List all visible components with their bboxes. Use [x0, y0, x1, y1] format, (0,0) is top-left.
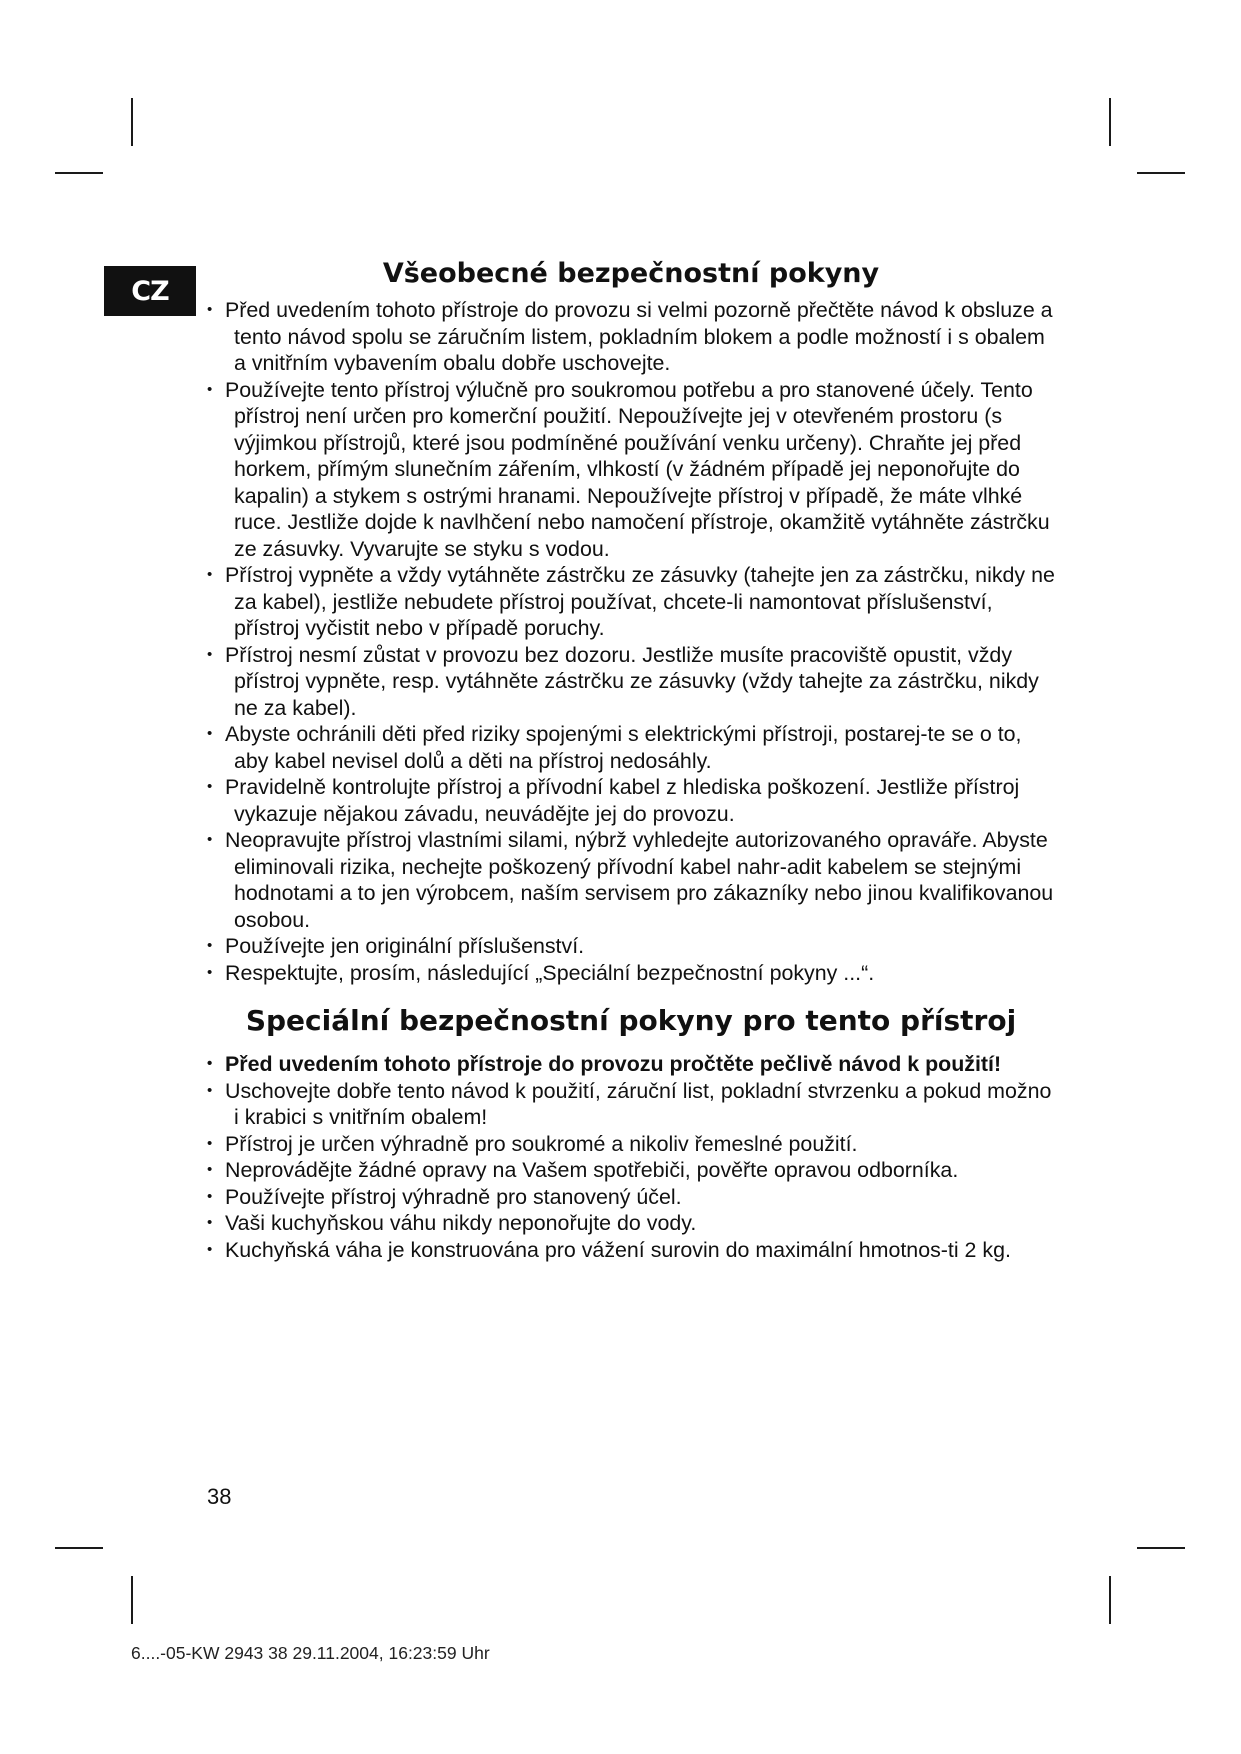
list-item: • Abyste ochránili děti před riziky spojenými s elektrickými přístroji, postarej-te se o to, aby kabel nevisel dolů a děti na přístroj nedosáhly. — [207, 721, 1055, 774]
crop-mark-bottom-right-vertical — [1109, 1576, 1111, 1624]
crop-mark-top-left-horizontal — [55, 172, 103, 174]
list-item: • Kuchyňská váha je konstruována pro vážení surovin do maximální hmotnos-ti 2 kg. — [207, 1237, 1055, 1264]
footer-print-info: 6....-05-KW 2943 38 29.11.2004, 16:23:59 Uhr — [131, 1643, 490, 1663]
list-item: • Používejte přístroj výhradně pro stanovený účel. — [207, 1184, 1055, 1211]
list-item: • Přístroj vypněte a vždy vytáhněte zástrčku ze zásuvky (tahejte jen za zástrčku, nikdy ne za kabel), jestliže nebudete přístroj používat, chcete-li namontovat příslušenství, přístroj vyčistit nebo v případě poruchy. — [207, 562, 1055, 642]
section-title-general-safety: Všeobecné bezpečnostní pokyny — [382, 258, 880, 289]
list-item: • Používejte tento přístroj výlučně pro soukromou potřebu a pro stanovené účely. Tento přístroj není určen pro komerční použití. Nepoužívejte jej v otevřeném prostoru (s výjimkou přístrojů, které jsou podmíněné používání venku určeny). Chraňte jej před horkem, přímým slunečním zářením, vlhkostí (v žádném případě jej neponořujte do kapalin) a stykem s ostrými hranami. Nepoužívejte přístroj v případě, že máte vlhké ruce. Jestliže dojde k navlhčení nebo namočení přístroje, okamžitě vytáhněte zástrčku ze zásuvky. Vyvarujte se styku s vodou. — [207, 377, 1055, 563]
crop-mark-top-left-vertical — [131, 98, 133, 146]
list-item: • Neopravujte přístroj vlastními silami, nýbrž vyhledejte autorizovaného opraváře. Abyste eliminovali rizika, nechejte poškozený přívodní kabel nahr-adit kabelem se stejnými hodnotami a to jen výrobcem, naším servisem pro zákazníky nebo jinou kvalifikovanou osobou. — [207, 827, 1055, 933]
general-safety-list — [207, 297, 1055, 986]
list-item: • Používejte jen originální příslušenství. — [207, 933, 1055, 960]
crop-mark-top-right-horizontal — [1137, 172, 1185, 174]
list-item: • Přístroj je určen výhradně pro soukromé a nikoliv řemeslné použití. — [207, 1131, 1055, 1158]
list-item: • Respektujte, prosím, následující „Speciální bezpečnostní pokyny ...“. — [207, 960, 1055, 987]
list-item: • Neprovádějte žádné opravy na Vašem spotřebiči, pověřte opravou odborníka. — [207, 1157, 1055, 1184]
special-safety-list — [207, 1051, 1055, 1263]
crop-mark-bottom-left-horizontal — [55, 1547, 103, 1549]
list-item: • Před uvedením tohoto přístroje do provozu pročtěte pečlivě návod k použití! — [207, 1051, 1055, 1078]
page-content — [207, 258, 1055, 1263]
list-item: • Vaši kuchyňskou váhu nikdy neponořujte do vody. — [207, 1210, 1055, 1237]
crop-mark-bottom-left-vertical — [131, 1576, 133, 1624]
list-item: • Přístroj nesmí zůstat v provozu bez dozoru. Jestliže musíte pracoviště opustit, vždy přístroj vypněte, resp. vytáhněte zástrčku ze zásuvky (vždy tahejte za zástrčku, nikdy ne za kabel). — [207, 642, 1055, 722]
language-tab: CZ — [104, 266, 196, 316]
page-number: 38 — [207, 1484, 232, 1509]
list-item: • Pravidelně kontrolujte přístroj a přívodní kabel z hlediska poškození. Jestliže přístroj vykazuje nějakou závadu, neuvádějte jej do provozu. — [207, 774, 1055, 827]
list-item: • Před uvedením tohoto přístroje do provozu si velmi pozorně přečtěte návod k obsluze a tento návod spolu se záručním listem, pokladním blokem a podle možností i s obalem a vnitřním vybavením obalu dobře uschovejte. — [207, 297, 1055, 377]
list-item: • Uschovejte dobře tento návod k použití, záruční list, pokladní stvrzenku a pokud možno i krabici s vnitřním obalem! — [207, 1078, 1055, 1131]
crop-mark-bottom-right-horizontal — [1137, 1547, 1185, 1549]
crop-mark-top-right-vertical — [1109, 98, 1111, 146]
section-title-special-safety: Speciální bezpečnostní pokyny pro tento přístroj — [245, 1004, 1017, 1037]
